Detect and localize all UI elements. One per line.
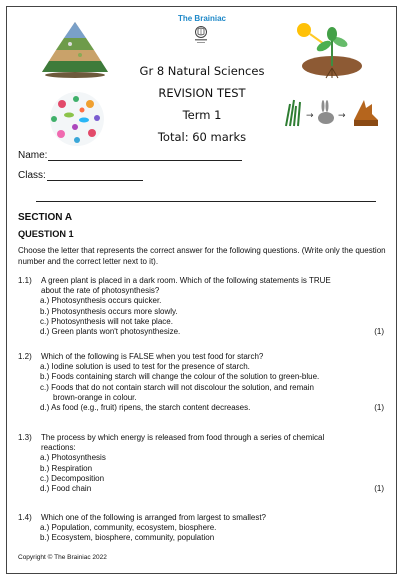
svg-text:→: → [338, 111, 346, 121]
divider-line [36, 201, 376, 202]
question-number: 1.3) [18, 433, 32, 442]
question-heading: QUESTION 1 [18, 229, 74, 239]
question-item [18, 513, 384, 544]
answer-option [40, 484, 384, 494]
class-field[interactable] [18, 170, 143, 181]
total-marks: Total: 60 marks [157, 130, 247, 144]
marks-label: (1) [374, 403, 384, 413]
question-item [18, 352, 384, 413]
svg-text:→: → [306, 111, 314, 121]
answer-option: b.) Foods containing starch will change the colour of the solution to green-blue. [40, 372, 320, 382]
energy-pyramid-image [40, 20, 110, 78]
class-label: Class: [18, 170, 46, 181]
answer-option-text: d.) Food chain [40, 484, 92, 494]
question-item [18, 276, 384, 337]
answer-option: a.) Iodine solution is used to test for the presence of starch. [40, 362, 250, 372]
marks-label: (1) [374, 484, 384, 494]
class-line[interactable] [47, 170, 143, 181]
answer-option: c.) Decomposition [40, 473, 105, 483]
school-logo-icon [193, 25, 209, 45]
answer-option-text: d.) Green plants won't photosynthesize. [40, 327, 181, 337]
answer-option: b.) Photosynthesis occurs more slowly. [40, 306, 178, 316]
answer-option: a.) Photosynthesis [40, 453, 106, 463]
question-number: 1.2) [18, 352, 32, 361]
brand-name: The Brainiac [177, 14, 226, 23]
answer-option: c.) Photosynthesis will not take place. [40, 316, 173, 326]
question-number: 1.4) [18, 513, 32, 522]
microorganisms-image [42, 90, 112, 148]
answer-option: b.) Ecosystem, biosphere, community, population [40, 533, 215, 543]
name-line[interactable] [48, 150, 242, 161]
term-label: Term 1 [182, 108, 222, 122]
food-chain-image [282, 90, 382, 132]
name-label: Name: [18, 150, 48, 161]
subject-title: Gr 8 Natural Sciences [139, 64, 265, 78]
question-stem: reactions: [41, 443, 76, 453]
question-stem: about the rate of photosynthesis? [41, 286, 160, 296]
answer-option-text: d.) As food (e.g., fruit) ripens, the starch content decreases. [40, 403, 251, 413]
answer-option-continued: brown-orange in colour. [53, 392, 137, 402]
instructions: Choose the letter that represents the correct answer for the following questions. (Write only the question number and the correct letter next to it). [18, 246, 386, 266]
answer-option: a.) Population, community, ecosystem, biosphere. [40, 523, 217, 533]
marks-label: (1) [374, 327, 384, 337]
answer-option: b.) Respiration [40, 463, 93, 473]
section-heading: SECTION A [18, 212, 73, 223]
question-stem: The process by which energy is released from food through a series of chemical [41, 433, 325, 442]
question-item [18, 433, 384, 494]
question-stem: Which one of the following is arranged from largest to smallest? [41, 513, 266, 522]
question-stem: A green plant is placed in a dark room. Which of the following statements is TRUE [41, 276, 331, 285]
answer-option [40, 327, 384, 337]
question-stem: Which of the following is FALSE when you test food for starch? [41, 352, 264, 361]
answer-option [40, 403, 384, 413]
answer-option: a.) Photosynthesis occurs quicker. [40, 296, 162, 306]
copyright-footer: Copyright © The Brainiac 2022 [18, 554, 107, 561]
question-number: 1.1) [18, 276, 32, 285]
photosynthesis-plant-image [294, 20, 366, 80]
name-field[interactable] [18, 150, 242, 161]
answer-option: c.) Foods that do not contain starch will not discolour the solution, and remain [40, 382, 314, 392]
test-title: REVISION TEST [158, 86, 246, 100]
